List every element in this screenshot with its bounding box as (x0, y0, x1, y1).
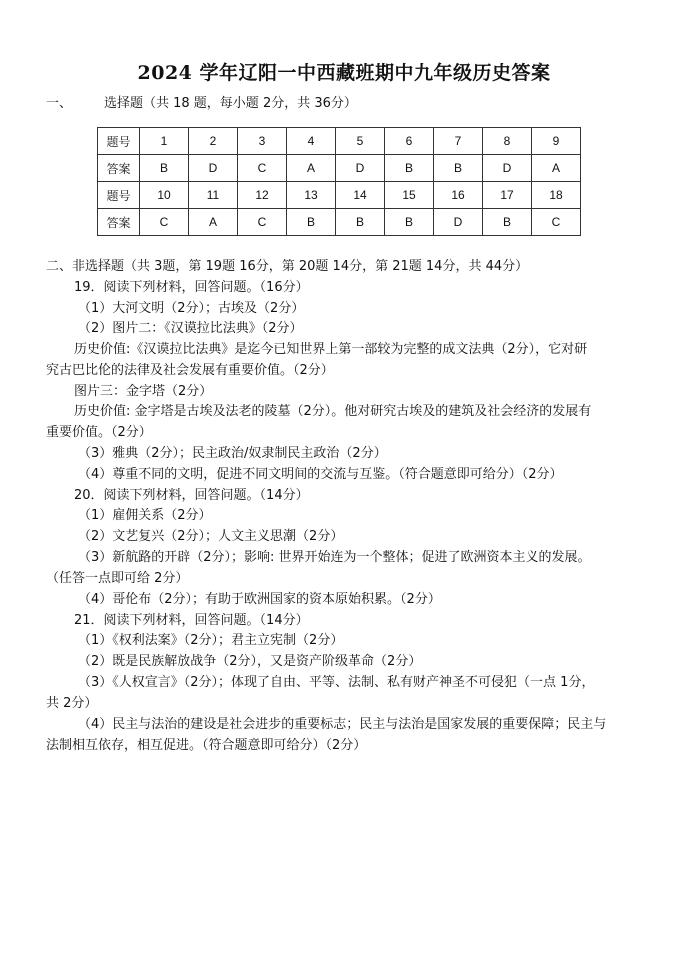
table-cell: C (238, 155, 287, 182)
table-cell: 15 (385, 182, 434, 209)
table-row-header: 答案 (98, 155, 140, 182)
table-cell: 11 (189, 182, 238, 209)
answer-table-row (98, 155, 581, 182)
answer-line: （3）新航路的开辟（2分）；影响: 世界开始连为一个整体；促进了欧洲资本主义的发展。 (78, 550, 591, 565)
table-cell: D (483, 155, 532, 182)
table-cell: C (532, 209, 581, 236)
table-cell: 14 (336, 182, 385, 209)
answer-line: （任答一点即可给 2分） (46, 571, 189, 586)
answer-line: 究古巴比伦的法律及社会发展有重要价值。（2分） (46, 363, 334, 378)
answer-line: 共 2分） (46, 696, 98, 711)
table-cell: 6 (385, 128, 434, 155)
table-row-header: 题号 (98, 182, 140, 209)
answer-line: 20．阅读下列材料，回答问题。（14分） (74, 488, 309, 503)
table-cell: 9 (532, 128, 581, 155)
table-cell: 10 (140, 182, 189, 209)
answer-line: 历史价值:《汉谟拉比法典》是迄今已知世界上第一部较为完整的成文法典（2分），它对研 (74, 342, 588, 357)
answer-line: 二、非选择题（共 3题，第 19题 16分，第 20题 14分，第 21题 14分，共 44分） (46, 259, 529, 274)
table-cell: C (140, 209, 189, 236)
answer-line: 历史价值: 金字塔是古埃及法老的陵墓（2分）。他对研究古埃及的建筑及社会经济的发展有 (74, 404, 592, 419)
table-row-header: 答案 (98, 209, 140, 236)
table-cell: 7 (434, 128, 483, 155)
answer-line: 法制相互依存，相互促进。（符合题意即可给分）（2分） (46, 738, 367, 753)
answer-table-row (98, 182, 581, 209)
table-cell: 18 (532, 182, 581, 209)
table-cell: 12 (238, 182, 287, 209)
section-one-text: 选择题（共 18 题，每小题 2分，共 36分） (104, 96, 357, 111)
answer-line: 19．阅读下列材料，回答问题。（16分） (74, 280, 309, 295)
answer-line: 21．阅读下列材料，回答问题。（14分） (74, 613, 309, 628)
table-cell: B (385, 155, 434, 182)
table-cell: A (287, 155, 336, 182)
section-one-heading (46, 92, 357, 111)
table-cell: D (434, 209, 483, 236)
answer-line: （3）雅典（2分）；民主政治/奴隶制民主政治（2分） (78, 446, 387, 461)
answer-line: （4）民主与法治的建设是社会进步的重要标志；民主与法治是国家发展的重要保障；民主与 (78, 717, 607, 732)
table-cell: 4 (287, 128, 336, 155)
table-cell: 16 (434, 182, 483, 209)
answer-line: （2）既是民族解放战争（2分），又是资产阶级革命（2分） (78, 654, 422, 669)
page-title: 2024 学年辽阳一中西藏班期中九年级历史答案 (137, 62, 551, 84)
table-cell: 8 (483, 128, 532, 155)
answer-line: （1）《权利法案》（2分）；君主立宪制（2分） (78, 633, 344, 648)
table-cell: A (532, 155, 581, 182)
answer-line: （4）尊重不同的文明，促进不同文明间的交流与互鉴。（符合题意即可给分）（2分） (78, 467, 563, 482)
table-cell: B (336, 209, 385, 236)
answer-line: 图片三：金字塔（2分） (74, 384, 213, 399)
table-cell: B (483, 209, 532, 236)
table-cell: B (287, 209, 336, 236)
answer-line: （2）图片二：《汉谟拉比法典》（2分） (78, 321, 303, 336)
answer-table (97, 127, 581, 236)
answer-line: （4）哥伦布（2分）；有助于欧洲国家的资本原始积累。（2分） (78, 592, 441, 607)
table-cell: 5 (336, 128, 385, 155)
table-cell: B (140, 155, 189, 182)
answer-table-row (98, 209, 581, 236)
table-cell: 2 (189, 128, 238, 155)
table-cell: A (189, 209, 238, 236)
table-cell: 3 (238, 128, 287, 155)
table-cell: B (385, 209, 434, 236)
table-cell: D (189, 155, 238, 182)
table-cell: C (238, 209, 287, 236)
table-row-header: 题号 (98, 128, 140, 155)
answer-line: （1）雇佣关系（2分） (78, 508, 212, 523)
answer-table-row (98, 128, 581, 155)
answer-line: （3）《人权宣言》（2分）；体现了自由、平等、法制、私有财产神圣不可侵犯（一点 1分， (78, 675, 595, 690)
section-one-number: 一、 (46, 96, 73, 111)
table-cell: B (434, 155, 483, 182)
answer-line: （1）大河文明（2分）；古埃及（2分） (78, 301, 305, 316)
table-cell: 1 (140, 128, 189, 155)
table-cell: 17 (483, 182, 532, 209)
answer-line: （2）文艺复兴（2分）；人文主义思潮（2分） (78, 529, 344, 544)
answer-line: 重要价值。（2分） (46, 425, 152, 440)
table-cell: 13 (287, 182, 336, 209)
table-cell: D (336, 155, 385, 182)
